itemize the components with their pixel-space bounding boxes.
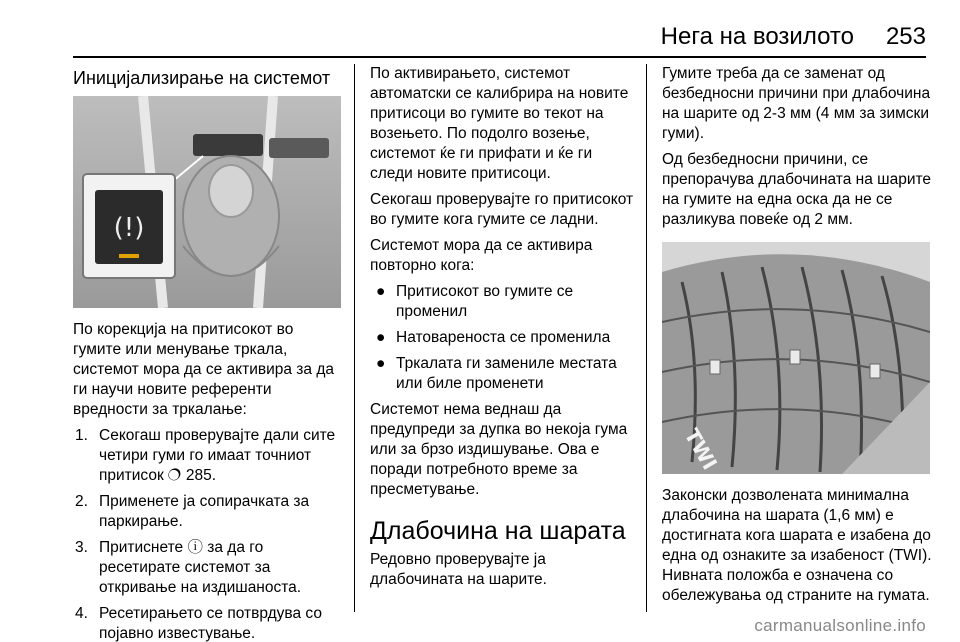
column-divider bbox=[646, 64, 647, 612]
list-item: 2. Применете ја сопирачката за паркирање. bbox=[75, 493, 310, 530]
intro-text: По корекција на притисокот во гумите или менување тркала, системот мора да се активира за да ги научи новите референти вредности за тркалање: bbox=[73, 321, 334, 418]
section-heading: Иницијализирање на системот bbox=[73, 68, 331, 88]
column-1 bbox=[73, 64, 345, 642]
paragraph: Од безбедносни причини, се препорачува длабочината на шарите на гумите на една оска да не се разликува повеќе од 2 мм. bbox=[662, 151, 932, 228]
list-item: ● Притисокот во гумите се променил bbox=[376, 283, 574, 320]
watermark: carmanualsonline.info bbox=[754, 616, 926, 635]
column-3 bbox=[662, 64, 932, 612]
section-heading: Длабочина на шарата bbox=[370, 517, 626, 545]
tire-tread-illustration bbox=[662, 242, 930, 474]
steps-list bbox=[73, 426, 345, 642]
paragraph: Законски дозволената минимална длабочина на шарата (1,6 мм) е достигната кога шарата е изабена до една од ознаките за изабеност (TWI). Нивната положба е означена со обележувања од страните на гумата. bbox=[662, 487, 932, 604]
console-button-illustration bbox=[73, 96, 341, 308]
paragraph: Гумите треба да се заменат од безбедносни причини при длабочина на шарите од 2-3 мм (4 мм за зимски гуми). bbox=[662, 65, 931, 142]
twi-label: TWI bbox=[679, 424, 723, 474]
paragraph: По активирањето, системот автоматски се калибрира на новите притисоци во гумите во текот на возењето. По подолго возење, системот ќе ги прифати и ќе ги следи новите притисоци. bbox=[370, 65, 629, 182]
column-divider bbox=[354, 64, 355, 612]
list-item: ● Натовареноста се променила bbox=[376, 329, 611, 346]
paragraph: Секогаш проверувајте го притисокот во гумите кога гумите се ладни. bbox=[370, 191, 634, 228]
header-rule bbox=[73, 56, 926, 58]
list-item: 4. Ресетирањето се потврдува со појавно известување. bbox=[75, 605, 322, 642]
list-item: 1. Секогаш проверувајте дали сите четири гуми го имаат точниот притисок 🔿 285. bbox=[75, 427, 336, 484]
list-item: 3. Притиснете ⓘ за да го ресетирате системот за откривање на издишаноста. bbox=[75, 539, 302, 596]
paragraph: Системот нема веднаш да предупреди за дупка во некоја гума или за брзо издишување. Ова е поради потребното време за пресметување. bbox=[370, 401, 628, 498]
tire-pressure-warning-icon bbox=[114, 213, 145, 243]
list-item: ● Тркалата ги замениле местата или биле променети bbox=[376, 355, 617, 392]
column-2 bbox=[370, 64, 634, 596]
conditions-list bbox=[370, 282, 634, 394]
header-title: Нега на возилото bbox=[660, 23, 854, 50]
svg-text:(!): (!) bbox=[113, 213, 145, 243]
page-header bbox=[73, 22, 926, 58]
page-number: 253 bbox=[885, 23, 926, 50]
paragraph: Редовно проверувајте ја длабочината на шарите. bbox=[370, 551, 547, 588]
paragraph: Системот мора да се активира повторно кога: bbox=[370, 237, 593, 274]
